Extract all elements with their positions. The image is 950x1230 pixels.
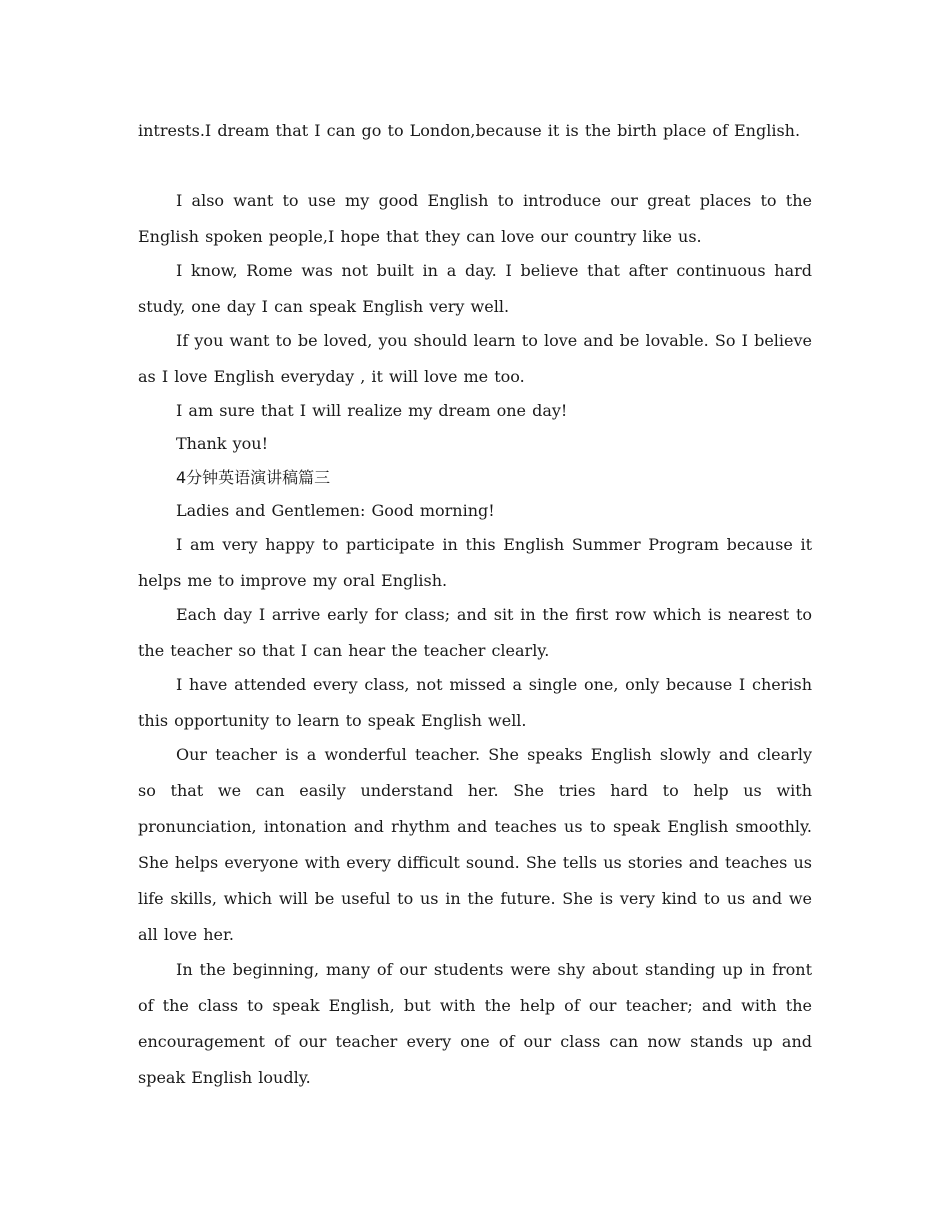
paragraph-continuation: intrests.I dream that I can go to London,because it is the birth place of English.: [138, 121, 801, 140]
paragraph: I am very happy to participate in this English Summer Program because it helps me to improve my oral English.: [138, 535, 812, 590]
paragraph: Thank you!: [176, 434, 269, 453]
paragraph: In the beginning, many of our students were shy about standing up in front of the class to speak English, but with the help of our teacher; and with the encouragement of our teacher every one of our class can now stands up and speak English loudly.: [138, 960, 812, 1087]
section-heading: 4分钟英语演讲稿篇三: [176, 468, 331, 487]
paragraph: I have attended every class, not missed a single one, only because I cherish this opportunity to learn to speak English well.: [138, 675, 812, 730]
paragraph: I know, Rome was not built in a day. I believe that after continuous hard study, one day I can speak English very well.: [138, 261, 812, 316]
paragraph: Ladies and Gentlemen: Good morning!: [176, 501, 495, 520]
paragraph: Our teacher is a wonderful teacher. She speaks English slowly and clearly so that we can easily understand her. She tries hard to help us with pronunciation, intonation and rhythm and teaches us to speak English smoothly. She helps everyone with every difficult sound. She tells us stories and teaches us life skills, which will be useful to us in the future. She is very kind to us and we all love her.: [138, 745, 812, 944]
paragraph: I also want to use my good English to introduce our great places to the English spoken people,I hope that they can love our country like us.: [138, 191, 812, 246]
paragraph: I am sure that I will realize my dream one day!: [176, 401, 568, 420]
paragraph: If you want to be loved, you should learn to love and be lovable. So I believe as I love English everyday , it will love me too.: [138, 331, 812, 386]
paragraph: Each day I arrive early for class; and sit in the first row which is nearest to the teacher so that I can hear the teacher clearly.: [138, 605, 812, 660]
